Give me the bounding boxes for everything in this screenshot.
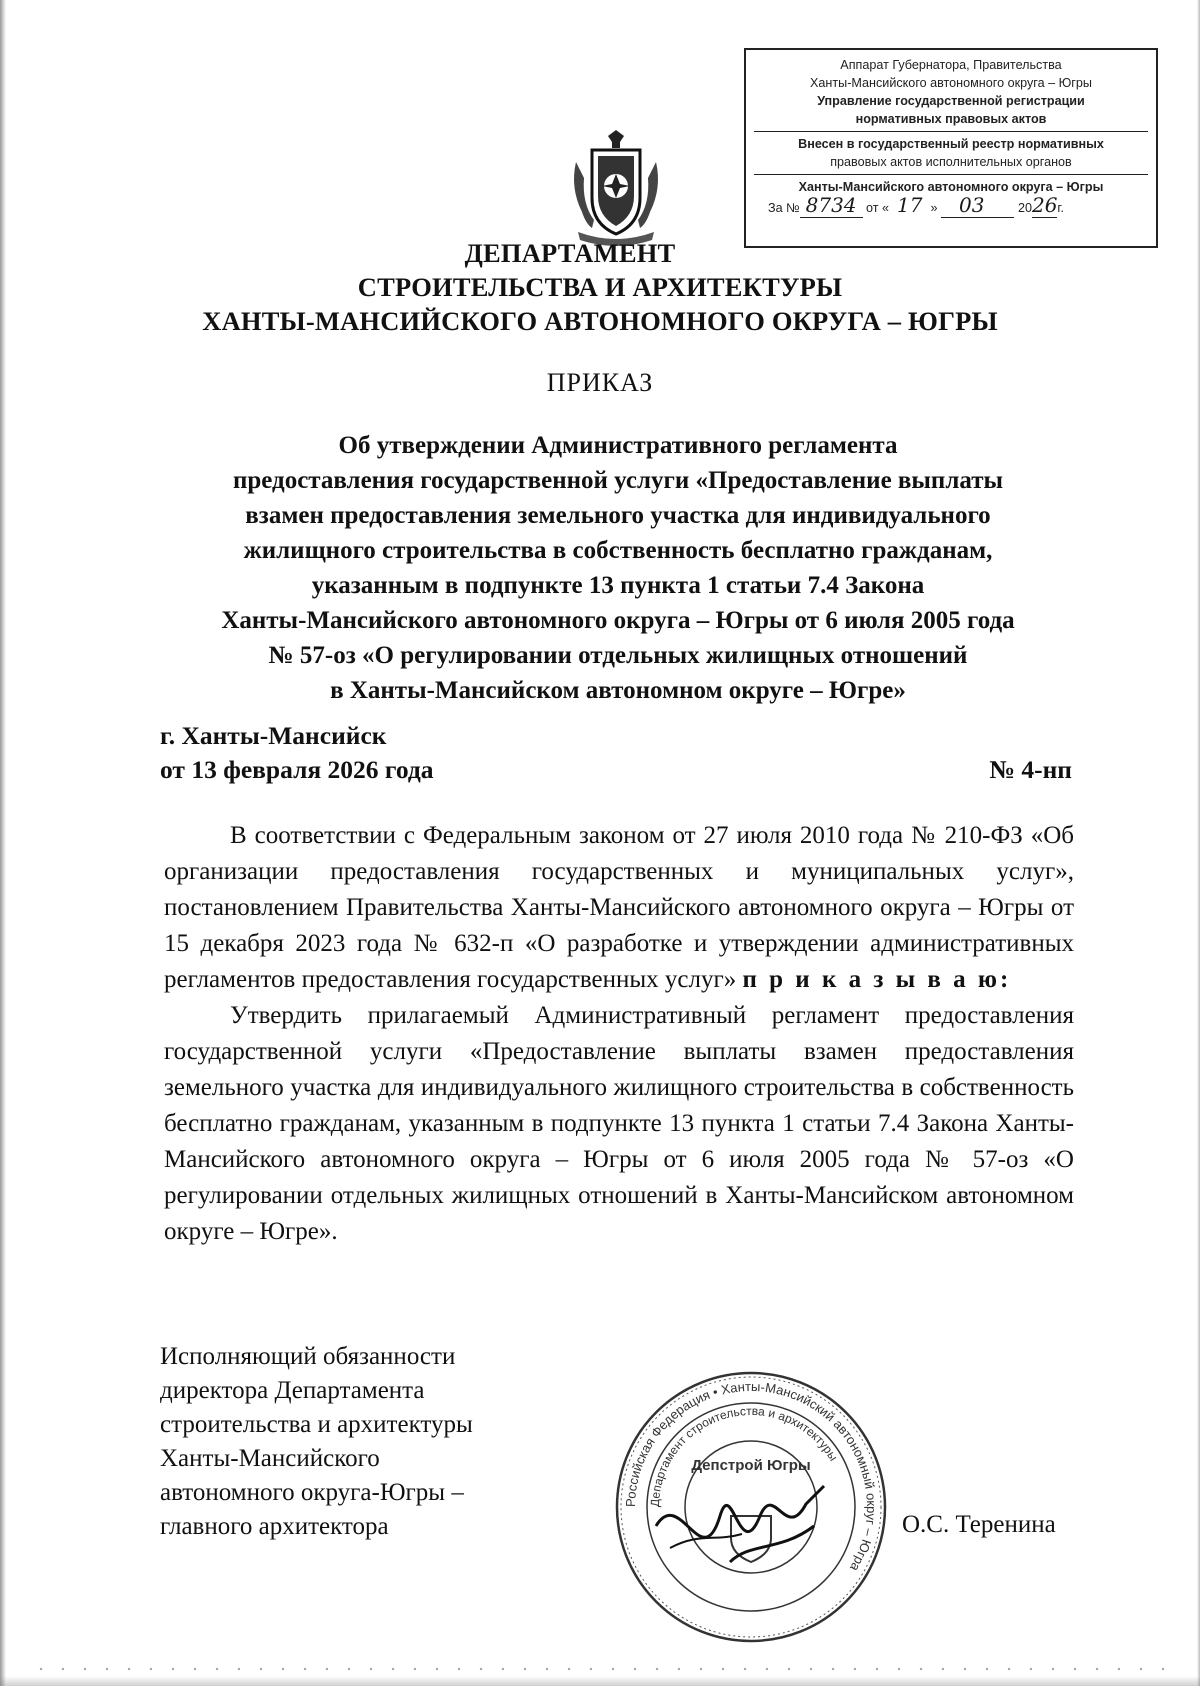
reg-number: 8734 (800, 193, 863, 218)
body-paragraph-1 (164, 818, 1074, 998)
title-line: предоставления государственной услуги «Предоставление выплаты (232, 467, 1004, 494)
department-title-line3: ХАНТЫ-МАНСИЙСКОГО АВТОНОМНОГО ОКРУГА – ЮГРЫ (202, 306, 998, 336)
reg-month: 03 (941, 193, 1014, 218)
title-line: в Ханты-Мансийском автономном округе – Югре» (330, 677, 906, 704)
reg-prefix: За № (768, 201, 800, 215)
paragraph-text: В соответствии с Федеральным законом от 27 июля 2010 года № 210-ФЗ «Об организации предоставления государственных и муниципальных услуг», постановлением Правительства Ханты-Мансийского автономного округа – Югры от 15 декабря 2023 года № 632-п «О разработке и утверждении административных регламентов предоставления государственных услуг» (164, 822, 1074, 993)
order-verb-colon: : (1000, 966, 1009, 993)
title-line: Об утверждении Административного регламента (338, 432, 898, 459)
scan-footer-noise (30, 1666, 1170, 1672)
signer-name: О.С. Теренина (902, 1511, 1056, 1538)
order-date: от 13 февраля 2026 года (160, 755, 434, 784)
stamp-registration-line (746, 193, 1156, 217)
signer-line: директора Департамента (160, 1377, 425, 1404)
order-number: № 4-нп (989, 755, 1072, 784)
signer-position (160, 1340, 540, 1544)
stamp-line: правовых актов исполнительных органов (830, 155, 1072, 169)
stamp-line: Ханты-Мансийского автономного округа – Югры (798, 180, 1104, 194)
title-line: Ханты-Мансийского автономного округа – Югры от 6 июля 2005 года (221, 607, 1015, 634)
official-seal-icon (610, 1366, 892, 1648)
coat-of-arms-icon (568, 128, 664, 246)
order-body (164, 818, 1074, 1250)
stamp-line: Аппарат Губернатора, Правительства (840, 58, 1062, 72)
stamp-line: Внесен в государственный реестр нормативных (798, 137, 1104, 151)
place: г. Ханты-Мансийск (160, 721, 387, 750)
document-kind: ПРИКАЗ (546, 368, 654, 397)
department-title-line2: СТРОИТЕЛЬСТВА И АРХИТЕКТУРЫ (357, 272, 843, 302)
title-line: указанным в подпункте 13 пункта 1 статьи 7.4 Закона (311, 572, 925, 599)
body-paragraph-2: Утвердить прилагаемый Административный регламент предоставления государственной услуги «Предоставление выплаты взамен предоставления земельного участка для индивидуального жилищного строительства в собственность бесплатно гражданам, указанным в подпункте 13 пункта 1 статьи 7.4 Закона Ханты-Мансийского автономного округа – Югры от 6 июля 2005 года № 57-оз «О регулировании отдельных жилищных отношений в Ханты-Мансийском автономном округе – Югре». (164, 1002, 1074, 1245)
stamp-line: нормативных правовых актов (855, 112, 1047, 126)
stamp-line: Управление государственной регистрации (817, 94, 1085, 108)
signer-line: строительства и архитектуры (160, 1411, 473, 1438)
reg-year-prefix: 20 (1017, 201, 1032, 215)
registration-stamp (744, 48, 1158, 248)
order-title (150, 428, 1086, 708)
title-line: взамен предоставления земельного участка для индивидуального (245, 502, 991, 529)
department-title-line1: ДЕПАРТАМЕНТ (464, 238, 676, 268)
seal-inner-text: Департамент строительства и архитектуры (647, 1403, 841, 1508)
signer-line: Исполняющий обязанности (160, 1343, 456, 1370)
order-verb: п р и к а з ы в а ю (742, 966, 1001, 993)
reg-year-suffix: г. (1057, 201, 1064, 215)
seal-center-label: Депстрой Югры (691, 1457, 811, 1474)
title-line: жилищного строительства в собственность бесплатно гражданам, (243, 537, 993, 564)
signer-line: главного архитектора (160, 1513, 389, 1540)
reg-from: от « (866, 201, 890, 215)
scan-bottom-edge (0, 1676, 1200, 1686)
signer-line: автономного округа-Югры – (160, 1479, 464, 1506)
date-and-number-row (160, 754, 1072, 786)
reg-day: 17 (897, 193, 923, 217)
title-line: № 57-оз «О регулировании отдельных жилищных отношений (268, 642, 968, 669)
stamp-line: Ханты-Мансийского автономного округа – Югры (810, 76, 1092, 90)
stamp-divider (754, 174, 1148, 175)
signer-line: Ханты-Мансийского (160, 1445, 380, 1472)
reg-year: 26 (1031, 193, 1058, 217)
reg-sep: » (930, 201, 938, 215)
stamp-divider (754, 131, 1148, 132)
seal-outer-text: Российская Федерация • Ханты-Мансийский автономный округ – Югра (622, 1378, 880, 1575)
